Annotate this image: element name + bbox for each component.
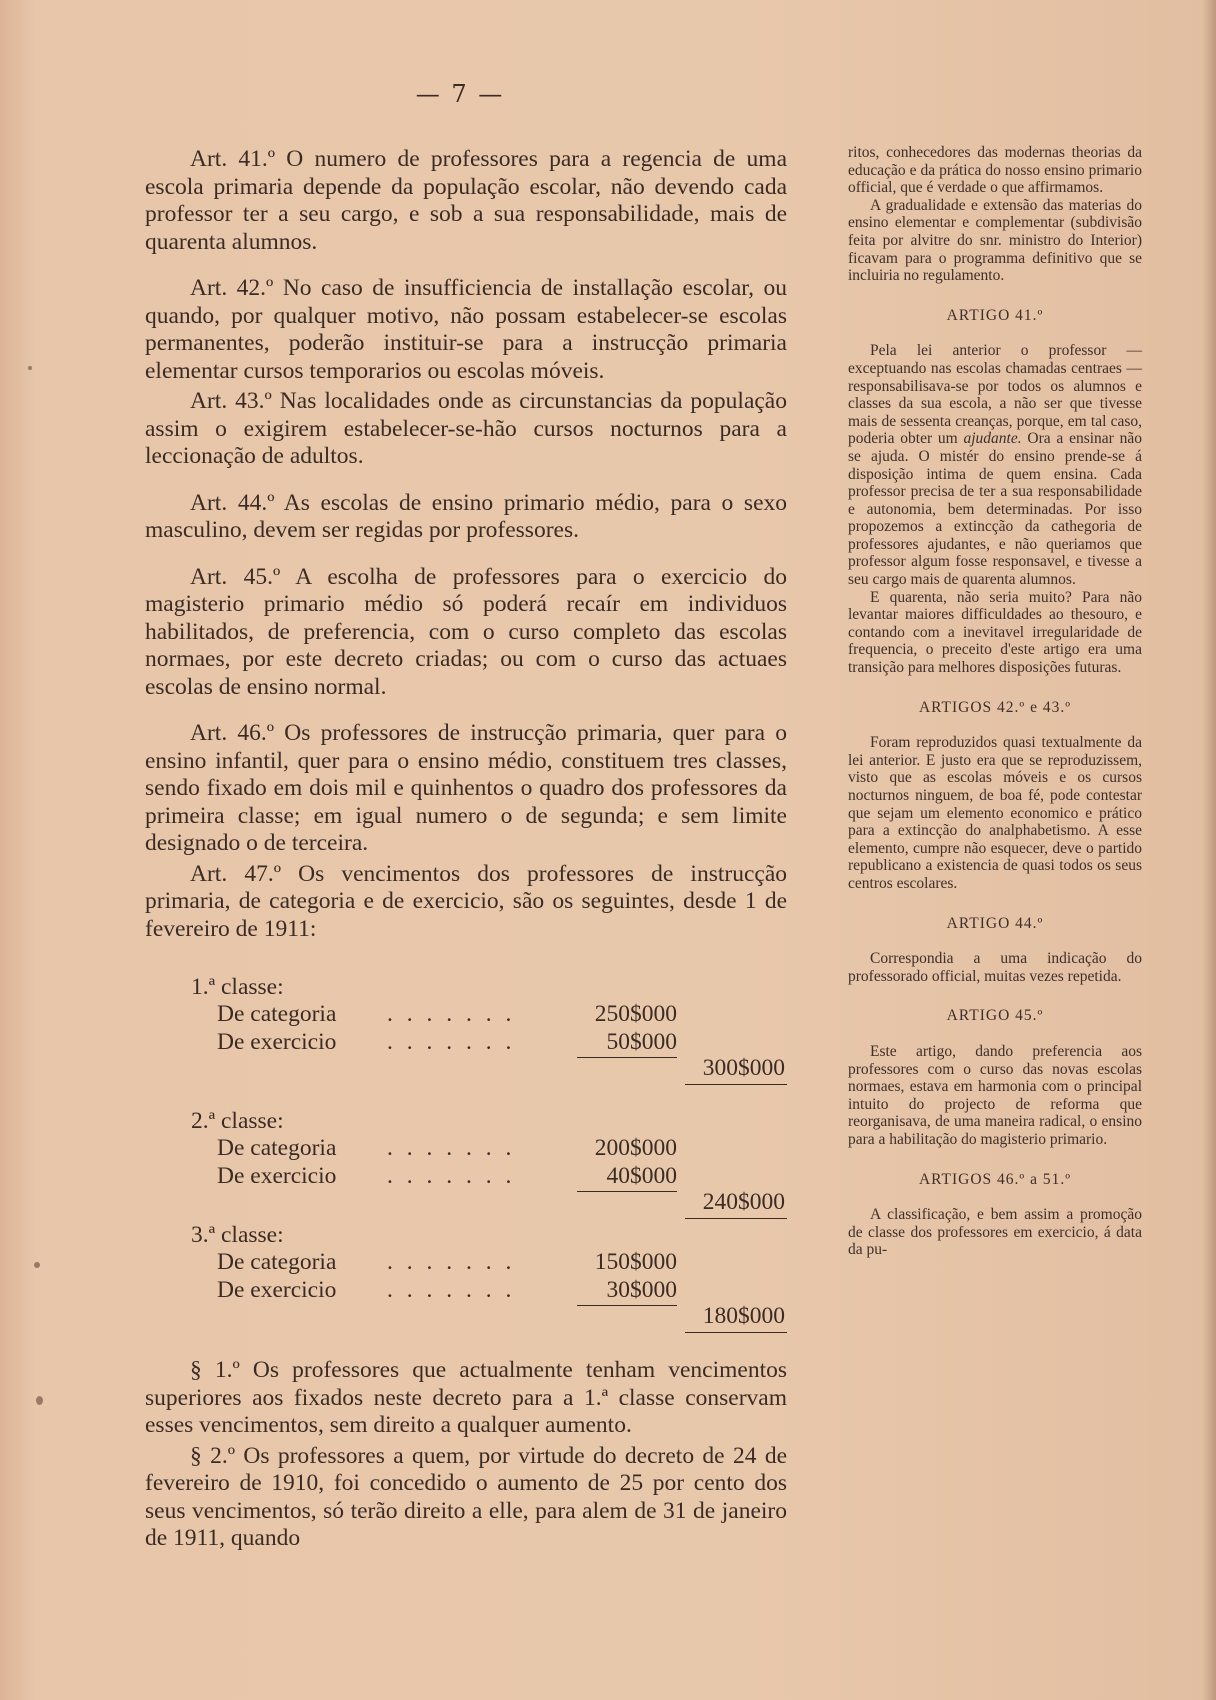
article-45: Art. 45.º A escolha de professores para o exercicio do magisterio primario médio só poderá recaír em individuos habilitados, de preferencia, com o curso completo das escolas normaes, por este decreto criadas; ou com o curso das actuaes escolas de ensino normal. xyxy=(145,563,787,700)
leader-dots: . . . . . . . xyxy=(387,1249,516,1275)
salary-label: De categoria xyxy=(217,1001,337,1027)
page-edge-shadow xyxy=(1202,0,1216,1700)
article-44: Art. 44.º As escolas de ensino primario médio, para o sexo masculino, devem ser regidas por professores. xyxy=(145,489,787,543)
salary-total: 240$000 xyxy=(685,1189,787,1219)
salary-class-title: 3.ª classe: xyxy=(191,1222,284,1248)
commentary-paragraph: Correspondia a uma indicação do professorado official, muitas vezes repetida. xyxy=(848,950,1142,985)
salary-total: 180$000 xyxy=(685,1303,787,1333)
leader-dots: . . . . . . . xyxy=(387,1277,516,1303)
leader-dots: . . . . . . . xyxy=(387,1163,516,1189)
commentary-paragraph: Foram reproduzidos quasi textualmente da lei anterior. E justo era que se reproduzissem, visto que as escolas móveis e os cursos nocturnos ninguem, de boa fé, pode contestar que sejam um elemento economico e prático para a extincção do analphabetismo. A esse elemento, cumpre não esquecer, deve o partido republicano a existencia de quasi todos os seus centros escolares. xyxy=(848,734,1142,892)
article-46: Art. 46.º Os professores de instrucção primaria, quer para o ensino infantil, quer para o ensino médio, constituem tres classes, sendo fixado em dois mil e quinhentos o quadro dos professores da primeira classe; em igual numero o de segunda; e sem limite designado o de terceira. xyxy=(145,720,787,856)
leader-dots: . . . . . . . xyxy=(387,1135,516,1161)
page-number: — 7 — xyxy=(415,80,505,108)
commentary-text: Ora a ensinar não se ajuda. O mistér do ensino prende-se á disposição intima de quem ensina. Cada professor precisa de ter a sua responsabilidade e autonomia, bem determinadas. Por isso propozemos a extincção da cathegoria de professores ajudantes, e não queriamos que professor algum fosse responsavel, e tivesse a seu cargo mais de quarenta alumnos. xyxy=(848,430,1142,589)
main-column xyxy=(145,146,787,1572)
commentary-paragraph xyxy=(848,342,1142,588)
salary-total: 300$000 xyxy=(685,1055,787,1085)
salary-total-row xyxy=(217,1305,787,1335)
leader-dots: . . . . . . . xyxy=(387,1001,516,1027)
salary-row xyxy=(217,1001,787,1029)
commentary-paragraph: ritos, conhecedores das modernas theorias da educação e da prática do nosso ensino primario official, que é verdade o que affirmamos. xyxy=(848,144,1142,197)
commentary-paragraph: Este artigo, dando preferencia aos professores com o curso das novas escolas normaes, estava em harmonia com o principal intuito do projecto de reforma que reorganisava, de uma maneira radical, o ensino para a habilitação do magisterio primario. xyxy=(848,1042,1142,1148)
salary-value: 30$000 xyxy=(577,1277,678,1306)
section-heading: ARTIGO 45.º xyxy=(946,1007,1044,1025)
salary-total-row xyxy=(217,1057,787,1087)
salary-value: 250$000 xyxy=(594,1001,677,1027)
salary-table xyxy=(145,953,787,1335)
salary-class-title: 2.ª classe: xyxy=(191,1108,284,1134)
salary-total-row xyxy=(217,1191,787,1221)
salary-label: De categoria xyxy=(217,1249,337,1275)
section-heading: ARTIGO 44.º xyxy=(946,914,1044,932)
paper-blemish xyxy=(28,366,32,370)
article-43: Art. 43.º Nas localidades onde as circunstancias da população assim o exigirem estabelecer-se-hão cursos nocturnos para a leccionação de adultos. xyxy=(145,388,787,469)
paper-blemish xyxy=(34,1262,40,1268)
paragraph-1: § 1.º Os professores que actualmente tenham vencimentos superiores aos fixados neste decreto para a 1.ª classe conservam esses vencimentos, sem direito a qualquer aumento. xyxy=(145,1357,787,1438)
paper-blemish xyxy=(36,1396,43,1405)
salary-label: De categoria xyxy=(217,1135,337,1161)
salary-label: De exercicio xyxy=(217,1029,337,1055)
salary-value: 150$000 xyxy=(594,1249,677,1275)
commentary-paragraph: A classificação, e bem assim a promoção de classe dos professores em exercicio, á data da pu- xyxy=(848,1206,1142,1259)
salary-row xyxy=(217,1277,787,1305)
section-heading: ARTIGO 41.º xyxy=(946,306,1044,324)
article-42: Art. 42.º No caso de insufficiencia de installação escolar, ou quando, por qualquer motivo, não possam estabelecer-se escolas permanentes, poderão instituir-se para a instrucção primaria elementar cursos temporarios ou escolas móveis. xyxy=(145,275,787,384)
salary-row xyxy=(217,1163,787,1191)
salary-row xyxy=(217,1249,787,1277)
commentary-paragraph: E quarenta, não seria muito? Para não levantar maiores difficuldades ao thesouro, e contando com a inevitavel irregularidade de frequencia, o preceito d'este artigo era uma transição para melhores disposições futuras. xyxy=(848,588,1142,677)
salary-class-title: 1.ª classe: xyxy=(191,974,284,1000)
commentary-column xyxy=(848,144,1142,1259)
commentary-emphasis: ajudante. xyxy=(963,430,1022,448)
section-heading: ARTIGOS 42.º e 43.º xyxy=(918,698,1072,716)
paragraph-2: § 2.º Os professores a quem, por virtude do decreto de 24 de fevereiro de 1910, foi concedido o aumento de 25 por cento dos seus vencimentos, só terão direito a elle, para alem de 31 de janeiro de 1911, quando xyxy=(145,1442,787,1551)
commentary-text: Pela lei anterior o professor — exceptuando nas escolas chamadas centraes — responsabilisava-se por todos os alumnos e classes da sua escola, a não ser que tivesse mais de sessenta creanças, porque, em tal caso, poderia obter um xyxy=(848,342,1142,448)
leader-dots: . . . . . . . xyxy=(387,1029,516,1055)
section-heading: ARTIGOS 46.º a 51.º xyxy=(918,1170,1072,1188)
salary-label: De exercicio xyxy=(217,1277,337,1303)
salary-value: 50$000 xyxy=(577,1029,678,1058)
commentary-paragraph: A gradualidade e extensão das materias do ensino elementar e complementar (subdivisão feita por alvitre do snr. ministro do Interior) ficavam para o programma definitivo que se incluiria no regulamento. xyxy=(848,196,1142,285)
article-47: Art. 47.º Os vencimentos dos professores de instrucção primaria, de categoria e de exercicio, são os seguintes, desde 1 de fevereiro de 1911: xyxy=(145,860,787,942)
salary-value: 40$000 xyxy=(577,1163,678,1192)
article-41: Art. 41.º O numero de professores para a regencia de uma escola primaria depende da população escolar, não devendo cada professor ter a seu cargo, e sob a sua responsabilidade, mais de quarenta alumnos. xyxy=(145,146,787,255)
salary-label: De exercicio xyxy=(217,1163,337,1189)
salary-value: 200$000 xyxy=(594,1135,677,1161)
salary-row xyxy=(217,1135,787,1163)
salary-row xyxy=(217,1029,787,1057)
